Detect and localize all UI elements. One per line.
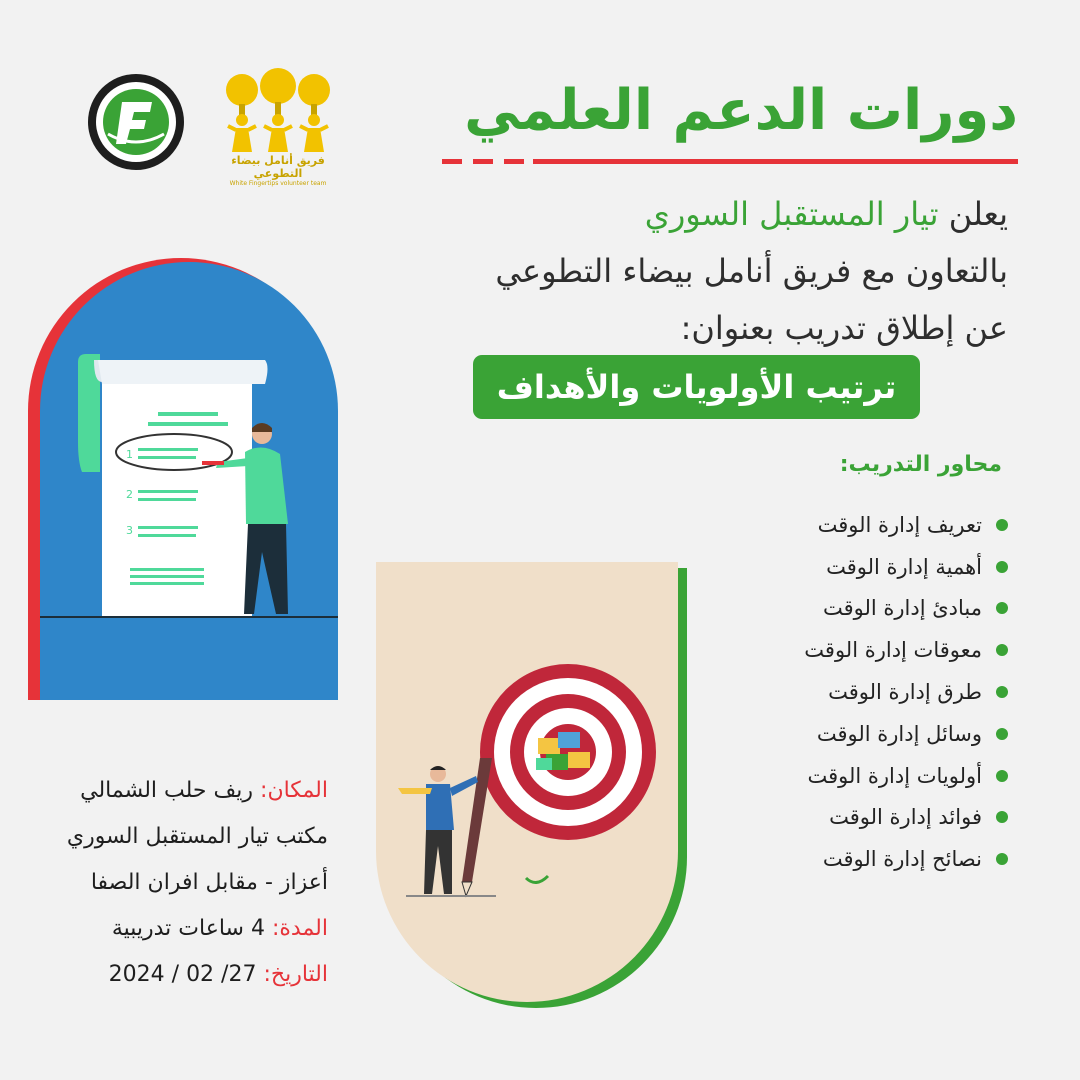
place-row	[60, 768, 328, 814]
event-info	[60, 768, 328, 998]
topic-label: تعريف إدارة الوقت	[817, 512, 982, 537]
bullet-icon	[996, 644, 1008, 656]
place-value: ريف حلب الشمالي	[80, 778, 254, 803]
date-label: التاريخ:	[263, 962, 328, 987]
list-item	[668, 588, 1008, 630]
duration-row	[60, 906, 328, 952]
intro-line-2: بالتعاون مع فريق أنامل بيضاء التطوعي	[495, 252, 1008, 290]
bullet-icon	[996, 561, 1008, 573]
duration-value: 4 ساعات تدريبية	[111, 916, 265, 941]
bullet-icon	[996, 686, 1008, 698]
training-title-badge: ترتيب الأولويات والأهداف	[473, 355, 920, 419]
intro-prefix: يعلن	[948, 195, 1008, 233]
intro-line-3: عن إطلاق تدريب بعنوان:	[680, 309, 1008, 347]
title-dash	[504, 159, 524, 164]
list-number: 3	[126, 524, 133, 537]
white-fingertips-arabic-name: فريق أنامل بيضاء التطوعي	[231, 154, 325, 180]
topic-label: طرق إدارة الوقت	[828, 680, 982, 705]
topic-label: وسائل إدارة الوقت	[816, 721, 982, 746]
intro-line-1	[368, 186, 1008, 243]
bullet-icon	[996, 602, 1008, 614]
list-item	[668, 713, 1008, 755]
topic-label: أهمية إدارة الوقت	[826, 554, 982, 579]
title-underline	[533, 159, 1018, 164]
document-illustration-panel	[40, 262, 338, 700]
topic-label: فوائد إدارة الوقت	[829, 805, 982, 830]
list-number: 1	[126, 448, 133, 461]
syrian-future-movement-logo	[86, 72, 186, 176]
place-line-3: أعزاز - مقابل افران الصفا	[90, 870, 328, 895]
training-topics-list	[668, 504, 1008, 880]
title-dash	[473, 159, 493, 164]
title-dash	[442, 159, 462, 164]
date-value: 27/ 02 / 2024	[108, 962, 257, 987]
target-illustration-panel	[376, 562, 678, 1002]
date-row	[60, 952, 328, 998]
white-fingertips-english-name: White Fingertips volunteer team	[229, 180, 327, 187]
duration-label: المدة:	[271, 916, 328, 941]
announcement-text	[368, 186, 1008, 357]
bullet-icon	[996, 728, 1008, 740]
bullet-icon	[996, 519, 1008, 531]
list-item	[668, 797, 1008, 839]
topic-label: أولويات إدارة الوقت	[807, 763, 982, 788]
training-axes-label: محاور التدريب:	[839, 452, 1002, 477]
list-item	[668, 671, 1008, 713]
topic-label: مبادئ إدارة الوقت	[822, 596, 982, 621]
list-item	[668, 755, 1008, 797]
bullet-icon	[996, 853, 1008, 865]
list-number: 2	[126, 488, 133, 501]
topic-label: نصائح إدارة الوقت	[822, 847, 982, 872]
topic-label: معوقات إدارة الوقت	[804, 638, 982, 663]
place-label: المكان:	[260, 778, 328, 803]
organizer-name: تيار المستقبل السوري	[644, 195, 939, 233]
bullet-icon	[996, 770, 1008, 782]
page-title: دورات الدعم العلمي	[464, 78, 1018, 143]
list-item	[668, 838, 1008, 880]
list-item	[668, 504, 1008, 546]
list-item	[668, 546, 1008, 588]
place-line-2: مكتب تيار المستقبل السوري	[66, 824, 328, 849]
bullet-icon	[996, 811, 1008, 823]
list-item	[668, 629, 1008, 671]
white-fingertips-logo	[218, 68, 338, 187]
